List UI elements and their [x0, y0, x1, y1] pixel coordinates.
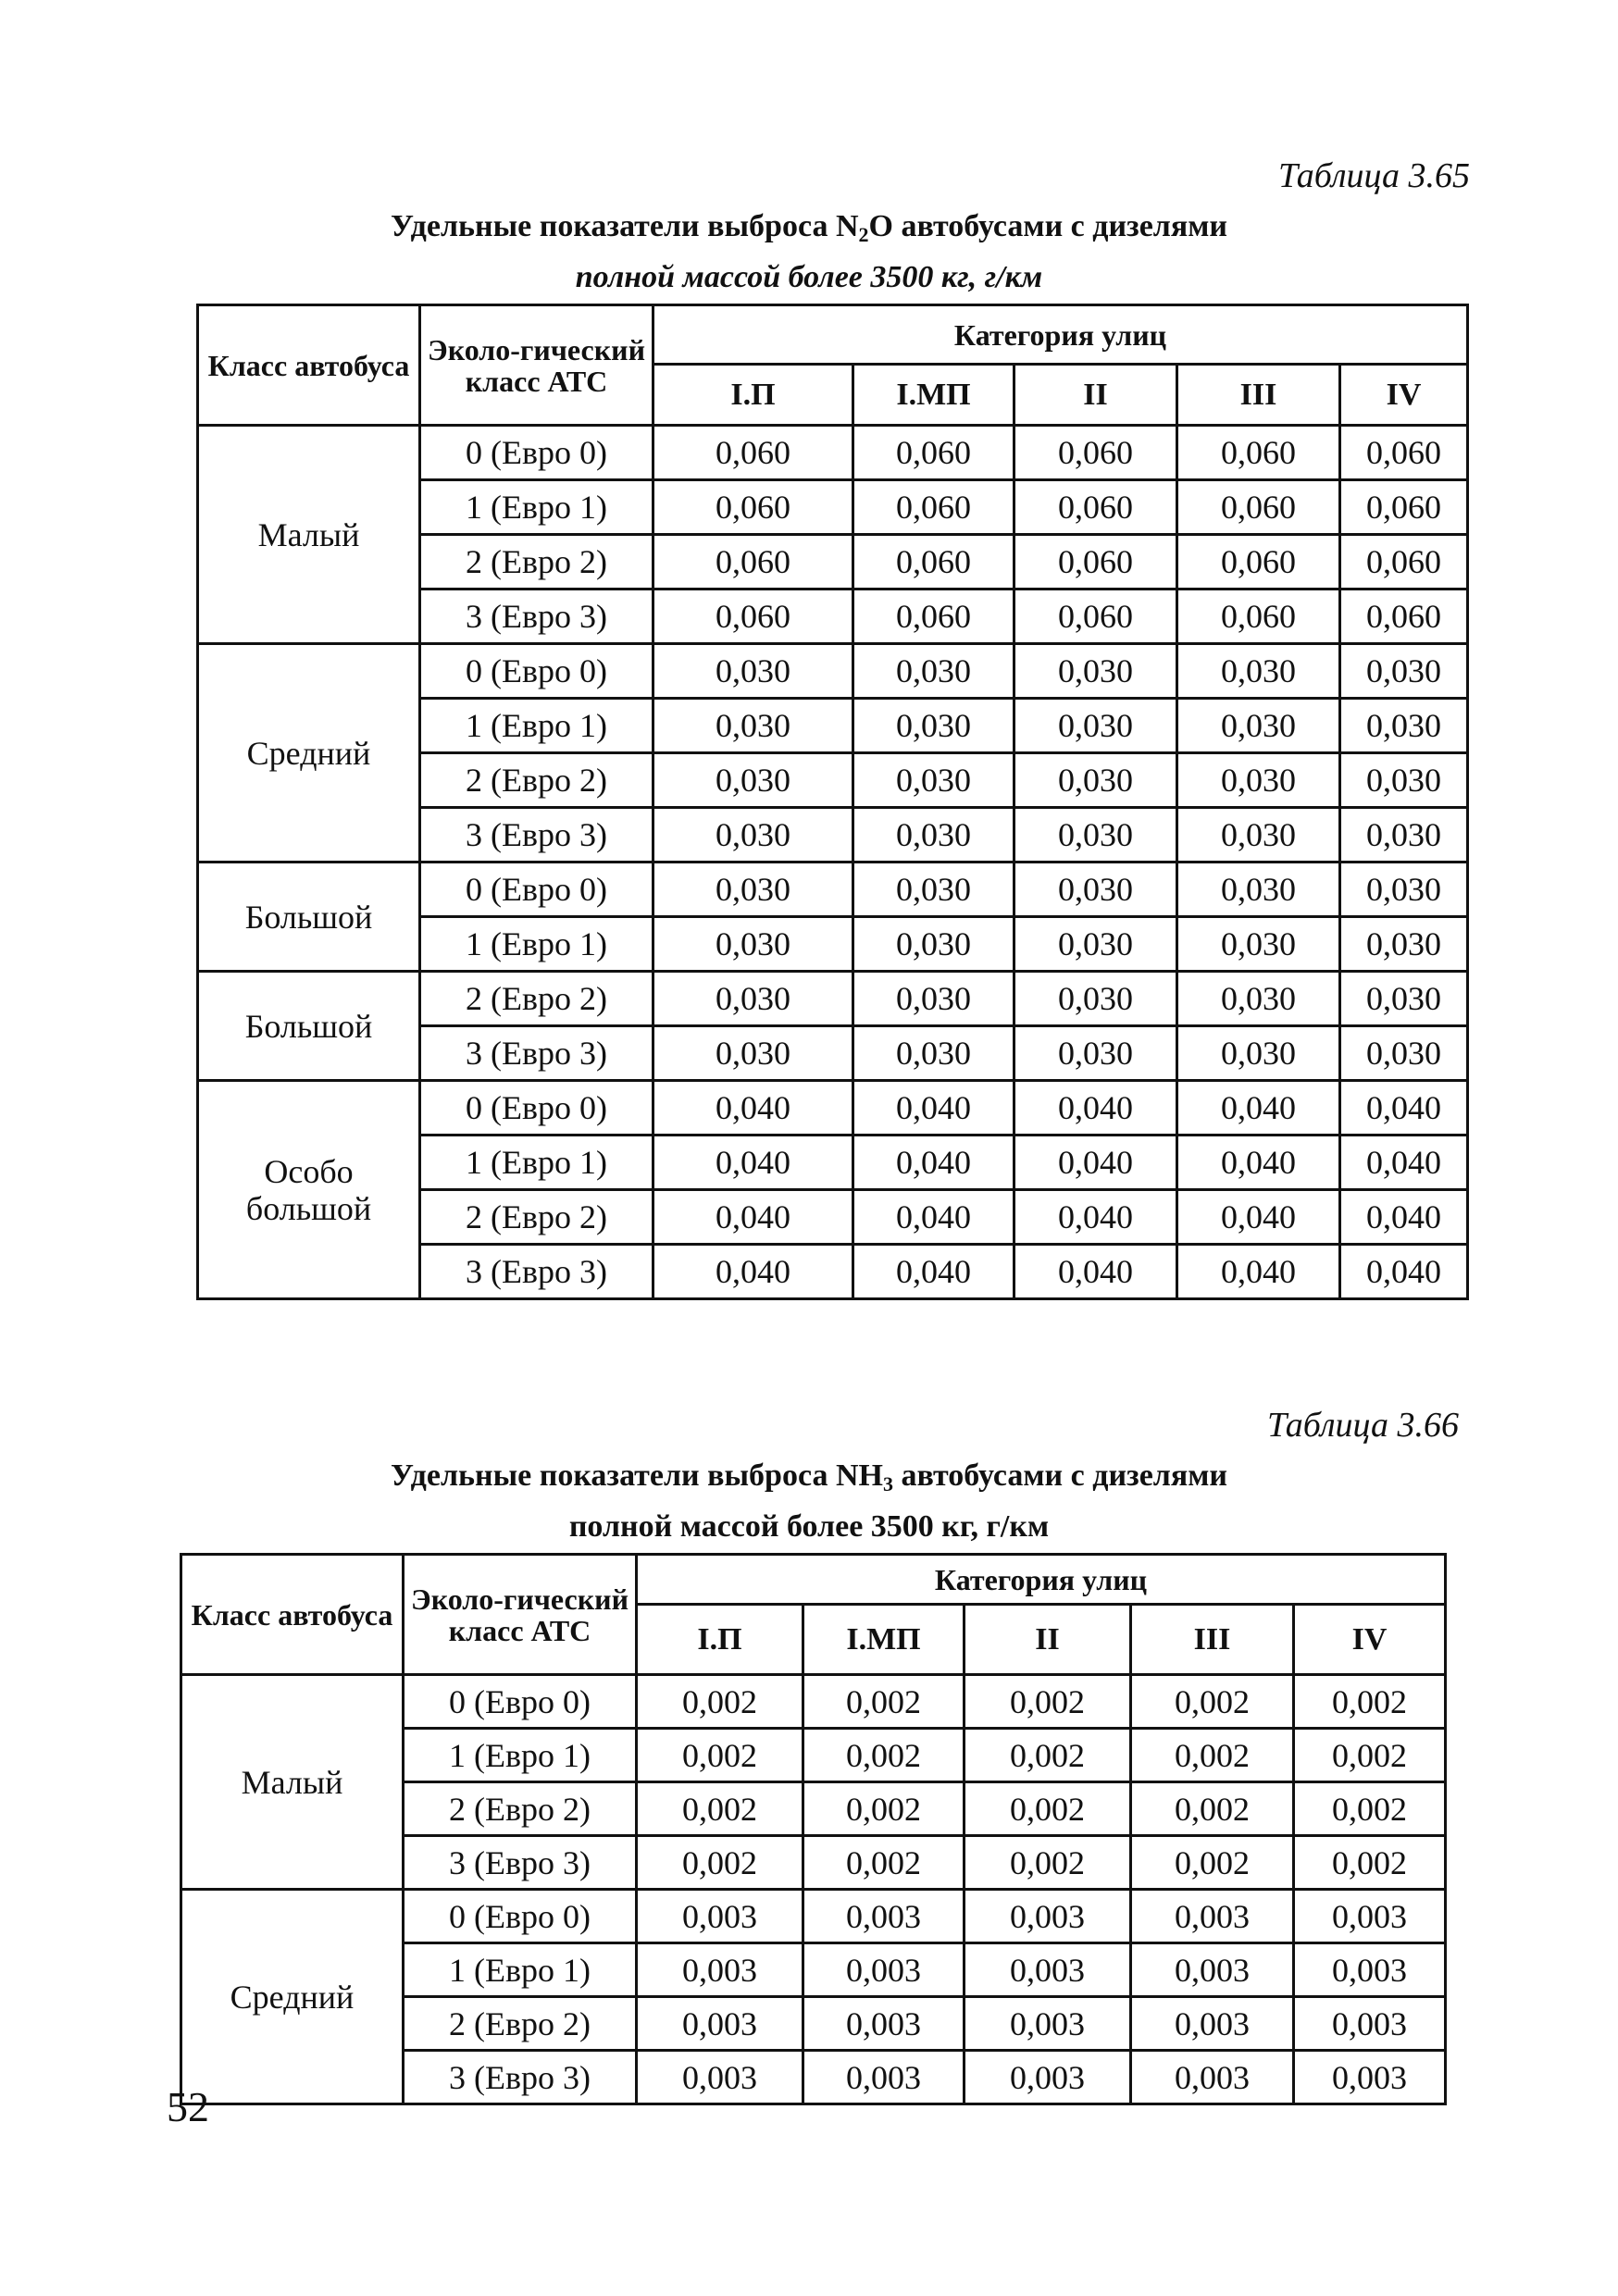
value-cell: 0,040 — [1014, 1081, 1177, 1136]
value-cell: 0,003 — [1294, 1890, 1446, 1943]
value-cell: 0,003 — [1131, 1943, 1294, 1997]
value-cell: 0,002 — [803, 1836, 965, 1890]
value-cell: 0,030 — [1340, 1026, 1468, 1081]
table-label: Таблица 3.65 — [1278, 156, 1470, 195]
eco-class-cell: 2 (Евро 2) — [420, 535, 653, 590]
value-cell: 0,060 — [1177, 480, 1340, 535]
value-cell: 0,003 — [965, 1890, 1131, 1943]
value-cell: 0,002 — [1131, 1675, 1294, 1729]
header-category: III — [1177, 365, 1340, 426]
value-cell: 0,002 — [1294, 1729, 1446, 1782]
value-cell: 0,040 — [853, 1245, 1014, 1299]
eco-class-cell: 2 (Евро 2) — [404, 1782, 637, 1836]
table-title-line2: полной массой более 3500 кг, г/км — [568, 1509, 1050, 1544]
value-cell: 0,060 — [1014, 480, 1177, 535]
header-category: I.МП — [853, 365, 1014, 426]
eco-class-cell: 1 (Евро 1) — [420, 699, 653, 753]
value-cell: 0,030 — [653, 863, 853, 917]
value-cell: 0,002 — [965, 1675, 1131, 1729]
value-cell: 0,030 — [653, 917, 853, 972]
value-cell: 0,002 — [1131, 1836, 1294, 1890]
bus-class-cell: Большой — [198, 972, 420, 1081]
value-cell: 0,003 — [1294, 1997, 1446, 2051]
emissions-table-nh3 — [180, 1553, 1447, 2105]
value-cell: 0,040 — [1340, 1136, 1468, 1190]
table-title-line1: Удельные показатели выброса $N_2O$ автобусами с дизелями — [390, 209, 1228, 246]
value-cell: 0,003 — [803, 1890, 965, 1943]
eco-class-cell: 1 (Евро 1) — [420, 917, 653, 972]
header-street-category: Категория улиц — [637, 1555, 1446, 1605]
header-bus-class: Класс автобуса — [181, 1555, 404, 1675]
value-cell: 0,040 — [853, 1190, 1014, 1245]
value-cell: 0,060 — [653, 426, 853, 480]
value-cell: 0,030 — [1014, 753, 1177, 808]
value-cell: 0,060 — [653, 535, 853, 590]
table-row — [198, 863, 1468, 917]
value-cell: 0,030 — [853, 753, 1014, 808]
page-number: 52 — [167, 2083, 209, 2130]
value-cell: 0,040 — [653, 1190, 853, 1245]
eco-class-cell: 0 (Евро 0) — [404, 1675, 637, 1729]
value-cell: 0,003 — [803, 1943, 965, 1997]
value-cell: 0,060 — [1177, 535, 1340, 590]
eco-class-cell: 1 (Евро 1) — [420, 480, 653, 535]
bus-class-cell: Малый — [181, 1675, 404, 1890]
header-eco-class: Эколо-гический класс АТС — [404, 1555, 637, 1675]
table-title — [0, 1455, 1618, 1548]
value-cell: 0,060 — [1014, 426, 1177, 480]
value-cell: 0,003 — [965, 2051, 1131, 2104]
value-cell: 0,060 — [653, 480, 853, 535]
eco-class-cell: 3 (Евро 3) — [420, 1245, 653, 1299]
value-cell: 0,030 — [853, 1026, 1014, 1081]
eco-class-cell: 0 (Евро 0) — [420, 644, 653, 699]
eco-class-cell: 3 (Евро 3) — [404, 2051, 637, 2104]
value-cell: 0,003 — [803, 2051, 965, 2104]
value-cell: 0,030 — [853, 972, 1014, 1026]
value-cell: 0,030 — [1014, 917, 1177, 972]
value-cell: 0,030 — [1177, 699, 1340, 753]
value-cell: 0,030 — [1340, 753, 1468, 808]
value-cell: 0,030 — [1177, 808, 1340, 863]
value-cell: 0,040 — [1340, 1190, 1468, 1245]
value-cell: 0,002 — [803, 1729, 965, 1782]
eco-class-cell: 0 (Евро 0) — [420, 1081, 653, 1136]
value-cell: 0,030 — [1014, 699, 1177, 753]
value-cell: 0,060 — [1340, 535, 1468, 590]
eco-class-cell: 3 (Евро 3) — [420, 808, 653, 863]
value-cell: 0,060 — [853, 426, 1014, 480]
value-cell: 0,002 — [637, 1836, 803, 1890]
header-category: IV — [1294, 1605, 1446, 1675]
value-cell: 0,002 — [1131, 1782, 1294, 1836]
value-cell: 0,060 — [1177, 426, 1340, 480]
value-cell: 0,030 — [853, 808, 1014, 863]
value-cell: 0,030 — [1014, 644, 1177, 699]
value-cell: 0,060 — [853, 535, 1014, 590]
value-cell: 0,002 — [1294, 1675, 1446, 1729]
eco-class-cell: 0 (Евро 0) — [420, 863, 653, 917]
eco-class-cell: 2 (Евро 2) — [404, 1997, 637, 2051]
value-cell: 0,040 — [1177, 1136, 1340, 1190]
value-cell: 0,030 — [1177, 1026, 1340, 1081]
value-cell: 0,040 — [1177, 1245, 1340, 1299]
value-cell: 0,030 — [653, 644, 853, 699]
value-cell: 0,030 — [1340, 917, 1468, 972]
header-category: III — [1131, 1605, 1294, 1675]
table-title-line1: Удельные показатели выброса $NH_3$ автобусами с дизелями — [390, 1458, 1228, 1496]
bus-class-cell: Особо большой — [198, 1081, 420, 1299]
value-cell: 0,060 — [853, 590, 1014, 644]
eco-class-cell: 1 (Евро 1) — [420, 1136, 653, 1190]
table-row — [198, 644, 1468, 699]
eco-class-cell: 0 (Евро 0) — [420, 426, 653, 480]
table-row — [198, 1081, 1468, 1136]
value-cell: 0,003 — [1294, 2051, 1446, 2104]
value-cell: 0,002 — [637, 1782, 803, 1836]
value-cell: 0,060 — [1177, 590, 1340, 644]
value-cell: 0,060 — [1340, 480, 1468, 535]
value-cell: 0,002 — [1294, 1782, 1446, 1836]
value-cell: 0,040 — [1340, 1245, 1468, 1299]
header-category: II — [965, 1605, 1131, 1675]
value-cell: 0,030 — [1014, 863, 1177, 917]
value-cell: 0,002 — [965, 1729, 1131, 1782]
value-cell: 0,003 — [637, 2051, 803, 2104]
header-eco-class: Эколо-гический класс АТС — [420, 305, 653, 426]
value-cell: 0,003 — [965, 1943, 1131, 1997]
header-category: I.П — [637, 1605, 803, 1675]
value-cell: 0,030 — [1340, 972, 1468, 1026]
bus-class-cell: Малый — [198, 426, 420, 644]
value-cell: 0,002 — [803, 1782, 965, 1836]
bus-class-cell: Большой — [198, 863, 420, 972]
table-title-line2: полной массой более 3500 кг, г/км — [575, 260, 1043, 294]
value-cell: 0,030 — [1177, 644, 1340, 699]
value-cell: 0,060 — [1014, 535, 1177, 590]
value-cell: 0,040 — [1177, 1190, 1340, 1245]
value-cell: 0,040 — [653, 1245, 853, 1299]
value-cell: 0,030 — [853, 863, 1014, 917]
header-category: IV — [1340, 365, 1468, 426]
value-cell: 0,060 — [653, 590, 853, 644]
value-cell: 0,030 — [1340, 808, 1468, 863]
value-cell: 0,003 — [637, 1943, 803, 1997]
header-category: I.П — [653, 365, 853, 426]
eco-class-cell: 1 (Евро 1) — [404, 1943, 637, 1997]
value-cell: 0,030 — [853, 644, 1014, 699]
value-cell: 0,030 — [1340, 863, 1468, 917]
eco-class-cell: 3 (Евро 3) — [420, 1026, 653, 1081]
value-cell: 0,030 — [653, 753, 853, 808]
table-body — [198, 426, 1468, 1299]
value-cell: 0,040 — [1014, 1245, 1177, 1299]
value-cell: 0,002 — [637, 1675, 803, 1729]
value-cell: 0,030 — [653, 699, 853, 753]
table-row — [198, 972, 1468, 1026]
value-cell: 0,030 — [1177, 917, 1340, 972]
value-cell: 0,003 — [1131, 1890, 1294, 1943]
value-cell: 0,040 — [853, 1136, 1014, 1190]
value-cell: 0,002 — [637, 1729, 803, 1782]
value-cell: 0,030 — [1014, 1026, 1177, 1081]
value-cell: 0,040 — [653, 1081, 853, 1136]
table-row — [181, 1890, 1446, 1943]
value-cell: 0,030 — [1177, 753, 1340, 808]
value-cell: 0,002 — [1131, 1729, 1294, 1782]
eco-class-cell: 3 (Евро 3) — [404, 1836, 637, 1890]
header-category: I.МП — [803, 1605, 965, 1675]
eco-class-cell: 3 (Евро 3) — [420, 590, 653, 644]
value-cell: 0,060 — [1340, 590, 1468, 644]
eco-class-cell: 2 (Евро 2) — [420, 753, 653, 808]
value-cell: 0,030 — [1340, 644, 1468, 699]
value-cell: 0,003 — [1131, 2051, 1294, 2104]
header-street-category: Категория улиц — [653, 305, 1468, 365]
eco-class-cell: 0 (Евро 0) — [404, 1890, 637, 1943]
value-cell: 0,030 — [653, 1026, 853, 1081]
eco-class-cell: 1 (Евро 1) — [404, 1729, 637, 1782]
value-cell: 0,030 — [653, 808, 853, 863]
value-cell: 0,040 — [1340, 1081, 1468, 1136]
header-category: II — [1014, 365, 1177, 426]
value-cell: 0,040 — [1177, 1081, 1340, 1136]
value-cell: 0,030 — [1340, 699, 1468, 753]
value-cell: 0,003 — [965, 1997, 1131, 2051]
header-bus-class: Класс автобуса — [198, 305, 420, 426]
value-cell: 0,060 — [1340, 426, 1468, 480]
bus-class-cell: Средний — [198, 644, 420, 863]
value-cell: 0,002 — [803, 1675, 965, 1729]
value-cell: 0,030 — [1014, 808, 1177, 863]
value-cell: 0,030 — [1177, 972, 1340, 1026]
value-cell: 0,030 — [853, 699, 1014, 753]
value-cell: 0,030 — [1014, 972, 1177, 1026]
value-cell: 0,002 — [965, 1836, 1131, 1890]
eco-class-cell: 2 (Евро 2) — [420, 1190, 653, 1245]
value-cell: 0,040 — [1014, 1136, 1177, 1190]
value-cell: 0,030 — [853, 917, 1014, 972]
value-cell: 0,003 — [803, 1997, 965, 2051]
value-cell: 0,040 — [653, 1136, 853, 1190]
value-cell: 0,060 — [853, 480, 1014, 535]
value-cell: 0,003 — [637, 1997, 803, 2051]
value-cell: 0,030 — [1177, 863, 1340, 917]
value-cell: 0,030 — [653, 972, 853, 1026]
eco-class-cell: 2 (Евро 2) — [420, 972, 653, 1026]
value-cell: 0,060 — [1014, 590, 1177, 644]
value-cell: 0,003 — [1294, 1943, 1446, 1997]
emissions-table-n2o — [196, 304, 1469, 1300]
table-label: Таблица 3.66 — [1267, 1406, 1459, 1445]
value-cell: 0,003 — [637, 1890, 803, 1943]
value-cell: 0,002 — [1294, 1836, 1446, 1890]
value-cell: 0,040 — [853, 1081, 1014, 1136]
table-row — [198, 426, 1468, 480]
table-row — [181, 1675, 1446, 1729]
value-cell: 0,040 — [1014, 1190, 1177, 1245]
table-body — [181, 1675, 1446, 2104]
bus-class-cell: Средний — [181, 1890, 404, 2104]
value-cell: 0,003 — [1131, 1997, 1294, 2051]
value-cell: 0,002 — [965, 1782, 1131, 1836]
table-title — [0, 205, 1618, 299]
